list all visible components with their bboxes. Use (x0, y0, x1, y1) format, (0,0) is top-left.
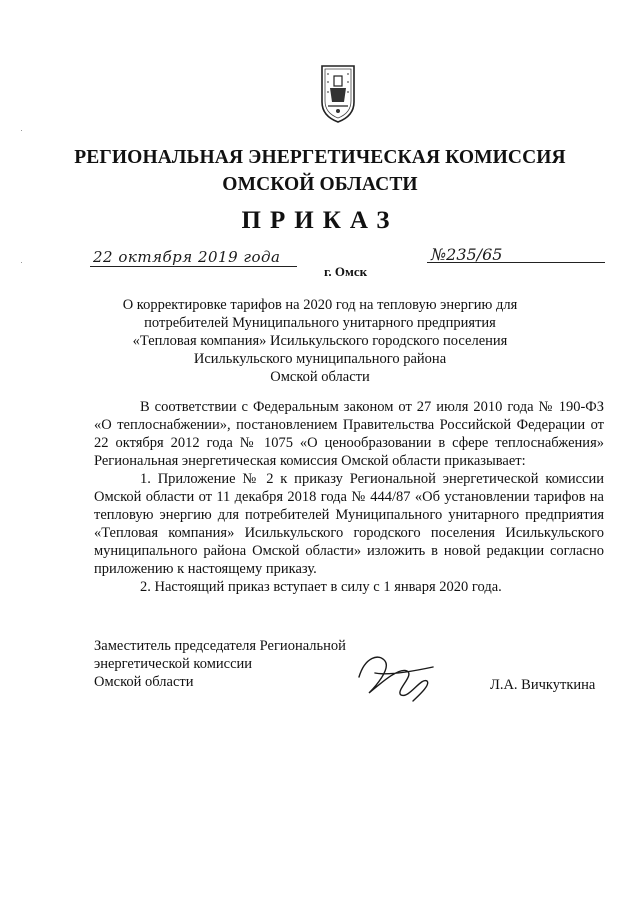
city-label: г. Омск (324, 264, 368, 279)
handwritten-date: 22 октября 2019 года (93, 248, 281, 266)
order-body (94, 398, 604, 596)
subject-line: «Тепловая компания» Исилькульского городского поселения (132, 333, 508, 349)
order-subject (120, 296, 520, 386)
signatory-name: Л.А. Вичкуткина (490, 677, 596, 693)
position-line: энергетической комиссии (94, 656, 253, 672)
position-line: Омской области (94, 674, 194, 690)
document-type-title: ПРИКАЗ (241, 207, 399, 234)
signatory-position (94, 637, 394, 691)
subject-line: Исилькульского муниципального района (193, 351, 447, 367)
number-underline (427, 262, 605, 263)
scan-margin-mark (21, 262, 22, 263)
omsk-coat-of-arms-icon (316, 62, 360, 124)
organization-name-line2: ОМСКОЙ ОБЛАСТИ (222, 174, 418, 195)
subject-line: потребителей Муниципального унитарного предприятия (144, 315, 496, 331)
date-underline (90, 266, 297, 267)
handwritten-signature-icon (355, 647, 437, 707)
order-item-2: 2. Настоящий приказ вступает в силу с 1 января 2020 года. (140, 579, 502, 595)
subject-line: Омской области (270, 369, 370, 385)
handwritten-order-number: №235/65 (431, 245, 503, 264)
position-line: Заместитель председателя Региональной (94, 638, 346, 654)
scan-margin-mark (21, 130, 22, 131)
subject-line: О корректировке тарифов на 2020 год на тепловую энергию для (122, 297, 518, 313)
organization-name-line1: РЕГИОНАЛЬНАЯ ЭНЕРГЕТИЧЕСКАЯ КОМИССИЯ (74, 147, 566, 168)
preamble-paragraph: В соответствии с Федеральным законом от 27 июля 2010 года № 190-ФЗ «О теплоснабжении», постановлением Правительства Российской Федерации от 22 октября 2012 года № 1075 «О ценообразовании в сфере теплоснабжения» Региональная энергетическая комиссия Омской области приказывает: (94, 399, 604, 469)
order-item-1: 1. Приложение № 2 к приказу Региональной энергетической комиссии Омской области от 11 декабря 2018 года № 444/87 «Об установлении тарифов на тепловую энергию для потребителей Муниципального унитарного предприятия «Тепловая компания» Исилькульского городского поселения Исилькульского муниципального района Омской области» изложить в новой редакции согласно приложению к настоящему приказу. (94, 471, 604, 577)
